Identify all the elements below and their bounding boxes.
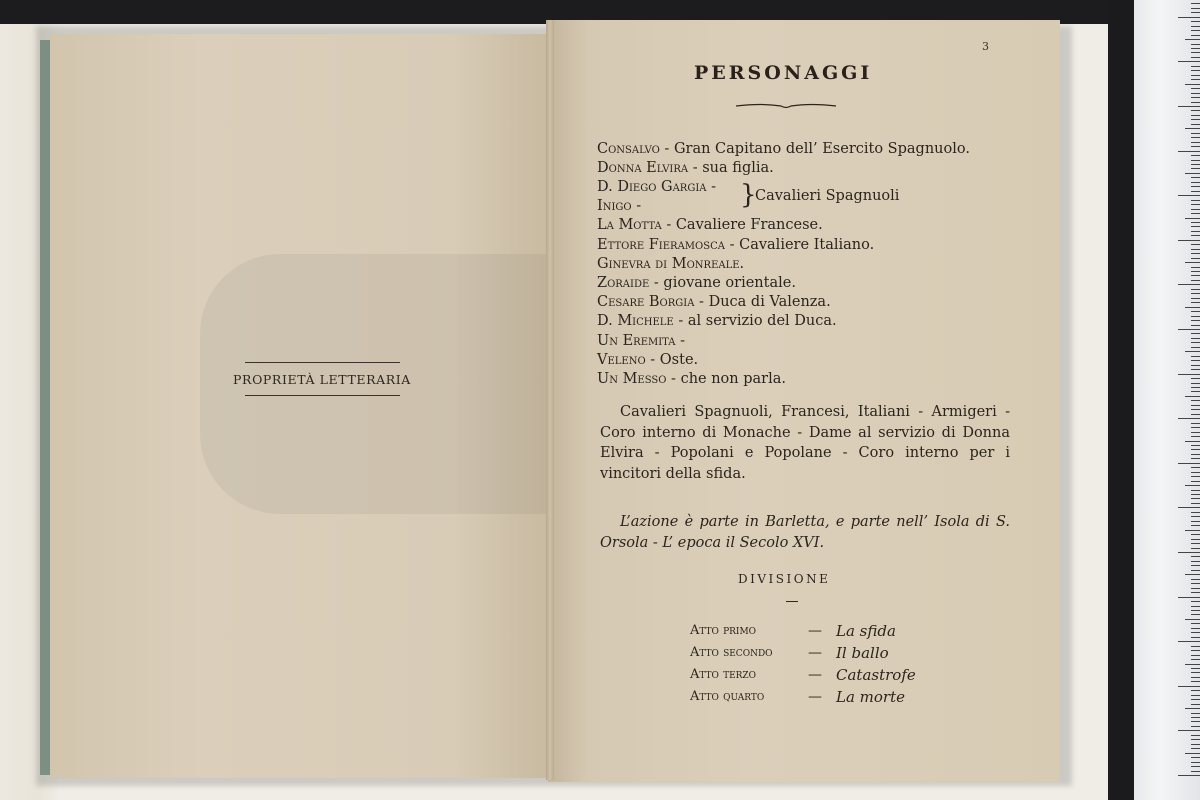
ruler-tick xyxy=(1191,632,1200,633)
ruler-tick xyxy=(1191,726,1200,727)
division-dash xyxy=(786,601,798,602)
act-row: Atto secondo — Il ballo xyxy=(690,644,889,662)
ruler-tick xyxy=(1178,17,1200,18)
ruler-tick xyxy=(1191,35,1200,36)
ruler-tick xyxy=(1178,641,1200,642)
ruler-tick xyxy=(1191,253,1200,254)
ruler-tick xyxy=(1191,146,1200,147)
ruler-tick xyxy=(1191,534,1200,535)
ruler-tick xyxy=(1191,325,1200,326)
ruler-tick xyxy=(1191,498,1200,499)
ruler-tick xyxy=(1191,467,1200,468)
ruler-tick xyxy=(1191,592,1200,593)
ruler-tick xyxy=(1191,79,1200,80)
ruler-tick xyxy=(1191,160,1200,161)
ruler-tick xyxy=(1191,249,1200,250)
copyright-caption: PROPRIETÀ LETTERARIA xyxy=(233,372,411,387)
ruler-tick xyxy=(1191,204,1200,205)
cast-row: Consalvo - Gran Capitano dell’ Esercito Spagnuolo. xyxy=(597,141,970,157)
ruler-tick xyxy=(1191,454,1200,455)
ruler-tick xyxy=(1191,155,1200,156)
ruler-tick xyxy=(1191,347,1200,348)
brace-group-label: Cavalieri Spagnuoli xyxy=(755,188,900,205)
ruler-tick xyxy=(1178,552,1200,553)
ruler-tick xyxy=(1191,681,1200,682)
ruler-tick xyxy=(1191,280,1200,281)
ruler-tick xyxy=(1191,525,1200,526)
ruler-tick xyxy=(1191,378,1200,379)
ruler-tick xyxy=(1191,258,1200,259)
ruler-tick xyxy=(1191,516,1200,517)
ruler-tick xyxy=(1191,369,1200,370)
ruler-tick xyxy=(1191,690,1200,691)
ruler-tick xyxy=(1191,614,1200,615)
cast-list xyxy=(597,140,1017,389)
ruler-tick xyxy=(1191,66,1200,67)
ruler-tick xyxy=(1185,441,1200,442)
ruler-tick xyxy=(1191,311,1200,312)
ruler-tick xyxy=(1191,739,1200,740)
ruler-tick xyxy=(1178,195,1200,196)
ruler-tick xyxy=(1191,191,1200,192)
ruler-tick xyxy=(1191,244,1200,245)
ruler-tick xyxy=(1191,57,1200,58)
ruler-tick xyxy=(1178,730,1200,731)
ruler-tick xyxy=(1191,338,1200,339)
measuring-ruler xyxy=(1134,0,1200,800)
ruler-tick xyxy=(1178,284,1200,285)
ruler-tick xyxy=(1191,8,1200,9)
cast-row: Ginevra di Monreale. xyxy=(597,255,745,272)
ruler-tick xyxy=(1191,695,1200,696)
cast-row: Ettore Fieramosca - Cavaliere Italiano. xyxy=(597,236,875,253)
ruler-tick xyxy=(1178,374,1200,375)
ruler-tick xyxy=(1191,333,1200,334)
brace-icon: } xyxy=(740,180,757,211)
ruler-tick xyxy=(1191,110,1200,111)
ruler-tick xyxy=(1191,766,1200,767)
cast-row: Zoraide - giovane orientale. xyxy=(597,275,796,292)
ruler-tick xyxy=(1191,628,1200,629)
ruler-tick xyxy=(1191,543,1200,544)
scanner-side-edge xyxy=(1108,0,1134,800)
ruler-tick xyxy=(1185,39,1200,40)
ruler-tick xyxy=(1185,708,1200,709)
ruler-tick xyxy=(1191,289,1200,290)
act-row: Atto terzo — Catastrofe xyxy=(690,666,916,684)
ruler-tick xyxy=(1191,21,1200,22)
ruler-tick xyxy=(1178,597,1200,598)
ruler-tick xyxy=(1191,423,1200,424)
ruler-tick xyxy=(1191,677,1200,678)
ruler-tick xyxy=(1191,762,1200,763)
ruler-tick xyxy=(1178,61,1200,62)
cast-row: Un Messo - che non parla. xyxy=(597,371,786,388)
ruler-tick xyxy=(1191,88,1200,89)
ruler-tick xyxy=(1191,748,1200,749)
ruler-tick xyxy=(1191,226,1200,227)
cast-row: D. Michele - al servizio del Duca. xyxy=(597,313,837,330)
ruler-tick xyxy=(1191,405,1200,406)
ruler-tick xyxy=(1178,329,1200,330)
ruler-tick xyxy=(1191,298,1200,299)
ruler-tick xyxy=(1191,458,1200,459)
ruler-tick xyxy=(1191,200,1200,201)
ruler-tick xyxy=(1191,503,1200,504)
ruler-tick xyxy=(1191,757,1200,758)
ruler-tick xyxy=(1191,182,1200,183)
ruler-tick xyxy=(1191,213,1200,214)
ruler-tick xyxy=(1191,655,1200,656)
ruler-tick xyxy=(1191,400,1200,401)
ruler-tick xyxy=(1191,610,1200,611)
cast-row: Donna Elvira - sua figlia. xyxy=(597,160,774,177)
ruler-tick xyxy=(1178,240,1200,241)
ruler-tick xyxy=(1191,102,1200,103)
ruler-tick xyxy=(1191,672,1200,673)
cast-row: D. Diego Gargia - xyxy=(597,179,717,196)
ruler-tick xyxy=(1191,48,1200,49)
ruler-tick xyxy=(1191,342,1200,343)
ruler-tick xyxy=(1191,436,1200,437)
ruler-tick xyxy=(1185,218,1200,219)
ruler-tick xyxy=(1191,356,1200,357)
ruler-tick xyxy=(1191,360,1200,361)
ruler-tick xyxy=(1191,512,1200,513)
ruler-tick xyxy=(1191,52,1200,53)
ruler-tick xyxy=(1191,583,1200,584)
copyright-block xyxy=(232,362,412,396)
ruler-tick xyxy=(1191,267,1200,268)
ruler-tick xyxy=(1191,650,1200,651)
ruler-tick xyxy=(1191,177,1200,178)
ruler-tick xyxy=(1191,539,1200,540)
ruler-tick xyxy=(1185,351,1200,352)
ruler-tick xyxy=(1185,262,1200,263)
ruler-tick xyxy=(1191,209,1200,210)
ruler-tick xyxy=(1191,472,1200,473)
ruler-tick xyxy=(1191,168,1200,169)
ruler-tick xyxy=(1191,476,1200,477)
ruler-tick xyxy=(1191,588,1200,589)
ruler-tick xyxy=(1191,409,1200,410)
ruler-tick xyxy=(1185,753,1200,754)
ruler-tick xyxy=(1191,97,1200,98)
ruler-tick xyxy=(1191,427,1200,428)
ruler-tick xyxy=(1185,396,1200,397)
ruler-tick xyxy=(1191,75,1200,76)
acts-list xyxy=(690,620,916,708)
ruler-tick xyxy=(1191,391,1200,392)
ruler-tick xyxy=(1191,771,1200,772)
ruler-tick xyxy=(1185,84,1200,85)
ruler-tick xyxy=(1191,3,1200,4)
ruler-tick xyxy=(1178,463,1200,464)
ruler-tick xyxy=(1191,637,1200,638)
ruler-tick xyxy=(1191,735,1200,736)
ruler-tick xyxy=(1191,235,1200,236)
ruler-tick xyxy=(1191,293,1200,294)
book-gutter xyxy=(546,20,554,780)
ruler-tick xyxy=(1191,137,1200,138)
ruler-tick xyxy=(1191,26,1200,27)
ruler-tick xyxy=(1191,124,1200,125)
ruler-tick xyxy=(1185,664,1200,665)
ruler-tick xyxy=(1191,623,1200,624)
ruler-tick xyxy=(1185,574,1200,575)
ruler-tick xyxy=(1191,490,1200,491)
ruler-tick xyxy=(1191,12,1200,13)
ruler-tick xyxy=(1185,530,1200,531)
ruler-tick xyxy=(1191,142,1200,143)
ruler-tick xyxy=(1191,432,1200,433)
cast-row: Inigo - xyxy=(597,198,642,215)
ruler-tick xyxy=(1191,164,1200,165)
cast-brace-group xyxy=(597,178,1017,216)
ruler-tick xyxy=(1191,744,1200,745)
cast-row: Un Eremita - xyxy=(597,332,686,349)
ruler-tick xyxy=(1191,231,1200,232)
ruler-tick xyxy=(1191,481,1200,482)
ruler-tick xyxy=(1191,30,1200,31)
ruler-tick xyxy=(1191,561,1200,562)
division-heading: DIVISIONE xyxy=(738,572,831,586)
ruler-tick xyxy=(1191,548,1200,549)
ruler-tick xyxy=(1191,606,1200,607)
ruler-tick xyxy=(1191,721,1200,722)
ruler-tick xyxy=(1191,601,1200,602)
cast-row: La Motta - Cavaliere Francese. xyxy=(597,217,823,234)
ruler-tick xyxy=(1178,418,1200,419)
ruler-tick xyxy=(1191,44,1200,45)
ruler-tick xyxy=(1191,565,1200,566)
ruler-tick xyxy=(1191,365,1200,366)
ruler-tick xyxy=(1191,699,1200,700)
setting-paragraph: L’azione è parte in Barletta, e parte nell’ Isola di S. Orsola - L’ epoca il Secolo XVI. xyxy=(600,514,1010,551)
ruler-tick xyxy=(1191,133,1200,134)
ruler-tick xyxy=(1191,275,1200,276)
ruler-tick xyxy=(1191,387,1200,388)
ruler-tick xyxy=(1191,414,1200,415)
ruler-tick xyxy=(1191,494,1200,495)
rule-top xyxy=(245,362,400,363)
cast-row: Cesare Borgia - Duca di Valenza. xyxy=(597,294,831,311)
ruler-tick xyxy=(1191,579,1200,580)
ruler-tick xyxy=(1191,93,1200,94)
ruler-tick xyxy=(1191,316,1200,317)
ruler-tick xyxy=(1191,70,1200,71)
ruler-tick xyxy=(1185,485,1200,486)
ruler-tick xyxy=(1185,619,1200,620)
ruler-tick xyxy=(1178,775,1200,776)
ruler-tick xyxy=(1191,570,1200,571)
ruler-tick xyxy=(1185,173,1200,174)
ruler-tick xyxy=(1191,521,1200,522)
ruler-tick xyxy=(1178,507,1200,508)
ruler-tick xyxy=(1191,119,1200,120)
ruler-tick xyxy=(1178,686,1200,687)
page-title: PERSONAGGI xyxy=(694,62,873,84)
act-row: Atto quarto — La morte xyxy=(690,688,906,706)
cast-row: Veleno - Oste. xyxy=(597,351,699,368)
ruler-tick xyxy=(1191,320,1200,321)
ruler-tick xyxy=(1178,151,1200,152)
chorus-paragraph: Cavalieri Spagnuoli, Francesi, Italiani - Armigeri - Coro interno di Monache - Dame al servizio di Donna Elvira - Popolani e Popolane - Coro interno per i vincitori della sfida. xyxy=(600,404,1010,482)
ruler-tick xyxy=(1191,556,1200,557)
title-flourish xyxy=(736,102,836,110)
ruler-tick xyxy=(1191,704,1200,705)
ruler-tick xyxy=(1191,646,1200,647)
ruler-tick xyxy=(1191,445,1200,446)
rule-bottom xyxy=(245,395,400,396)
ruler-tick xyxy=(1191,717,1200,718)
ruler-tick xyxy=(1191,383,1200,384)
ruler-tick xyxy=(1191,659,1200,660)
ruler-tick xyxy=(1185,307,1200,308)
ruler-tick xyxy=(1191,668,1200,669)
page-number: 3 xyxy=(982,40,989,53)
ruler-tick xyxy=(1185,128,1200,129)
ruler-tick xyxy=(1191,115,1200,116)
ruler-tick xyxy=(1191,271,1200,272)
ruler-tick xyxy=(1178,106,1200,107)
ruler-tick xyxy=(1191,186,1200,187)
left-page xyxy=(50,34,552,778)
ruler-tick xyxy=(1191,222,1200,223)
ruler-tick xyxy=(1191,302,1200,303)
act-row: Atto primo — La sfida xyxy=(690,622,896,640)
ruler-tick xyxy=(1191,449,1200,450)
ruler-tick xyxy=(1191,713,1200,714)
